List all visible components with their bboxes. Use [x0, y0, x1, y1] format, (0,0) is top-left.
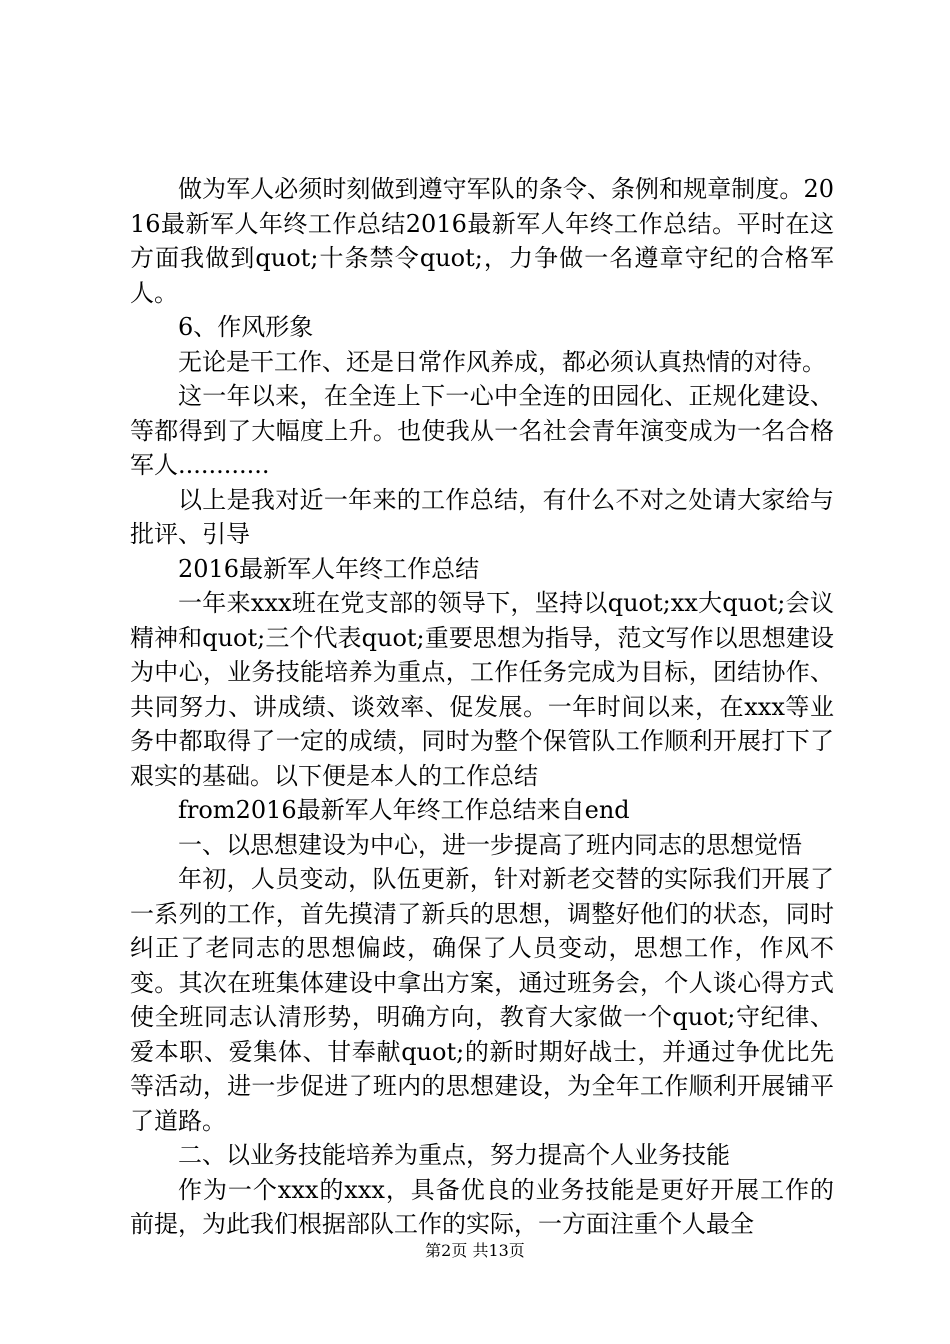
paragraph: 一年来xxx班在党支部的领导下，坚持以quot;xx大quot;会议精神和quot;三个代表quot;重要思想为指导，范文写作以思想建设为中心，业务技能培养为重点，工作任务完成为目标，团结协作、共同努力、讲成绩、谈效率、促发展。一年时间以来，在xxx等业务中都取得了一定的成绩，同时为整个保管队工作顺利开展打下了艰实的基础。以下便是本人的工作总结	[130, 589, 834, 790]
paragraph: 这一年以来，在全连上下一心中全连的田园化、正规化建设、等都得到了大幅度上升。也使我从一名社会青年演变成为一名合格军人............	[130, 382, 834, 479]
section-heading: 6、作风形象	[178, 313, 314, 341]
paragraph: 无论是干工作、还是日常作风养成，都必须认真热情的对待。	[178, 347, 826, 376]
paragraph: 做为军人必须时刻做到遵守军队的条令、条例和规章制度。2016最新军人年终工作总结2016最新军人年终工作总结。平时在这方面我做到quot;十条禁令quot;，力争做一名遵章守纪的合格军人。	[130, 175, 834, 307]
paragraph: from2016最新军人年终工作总结来自end	[178, 796, 630, 824]
article-title: 2016最新军人年终工作总结	[178, 554, 480, 583]
paragraph: 作为一个xxx的xxx，具备优良的业务技能是更好开展工作的前提，为此我们根据部队工作的实际，一方面注重个人最全	[130, 1175, 834, 1238]
paragraph: 年初，人员变动，队伍更新，针对新老交替的实际我们开展了一系列的工作，首先摸清了新兵的思想，调整好他们的状态，同时纠正了老同志的思想偏歧，确保了人员变动，思想工作，作风不变。其次在班集体建设中拿出方案，通过班务会，个人谈心得方式使全班同志认清形势，明确方向，教育大家做一个quot;守纪律、爱本职、爱集体、甘奉献quot;的新时期好战士，并通过争优比先等活动，进一步促进了班内的思想建设，为全年工作顺利开展铺平了道路。	[130, 865, 834, 1135]
section-heading: 二、以业务技能培养为重点，努力提高个人业务技能	[178, 1141, 730, 1169]
section-heading: 一、以思想建设为中心，进一步提高了班内同志的思想觉悟	[178, 830, 802, 859]
document-body	[130, 172, 834, 1242]
page-number-footer: 第2页 共13页	[425, 1241, 525, 1260]
paragraph: 以上是我对近一年来的工作总结，有什么不对之处请大家给与批评、引导	[130, 485, 834, 548]
